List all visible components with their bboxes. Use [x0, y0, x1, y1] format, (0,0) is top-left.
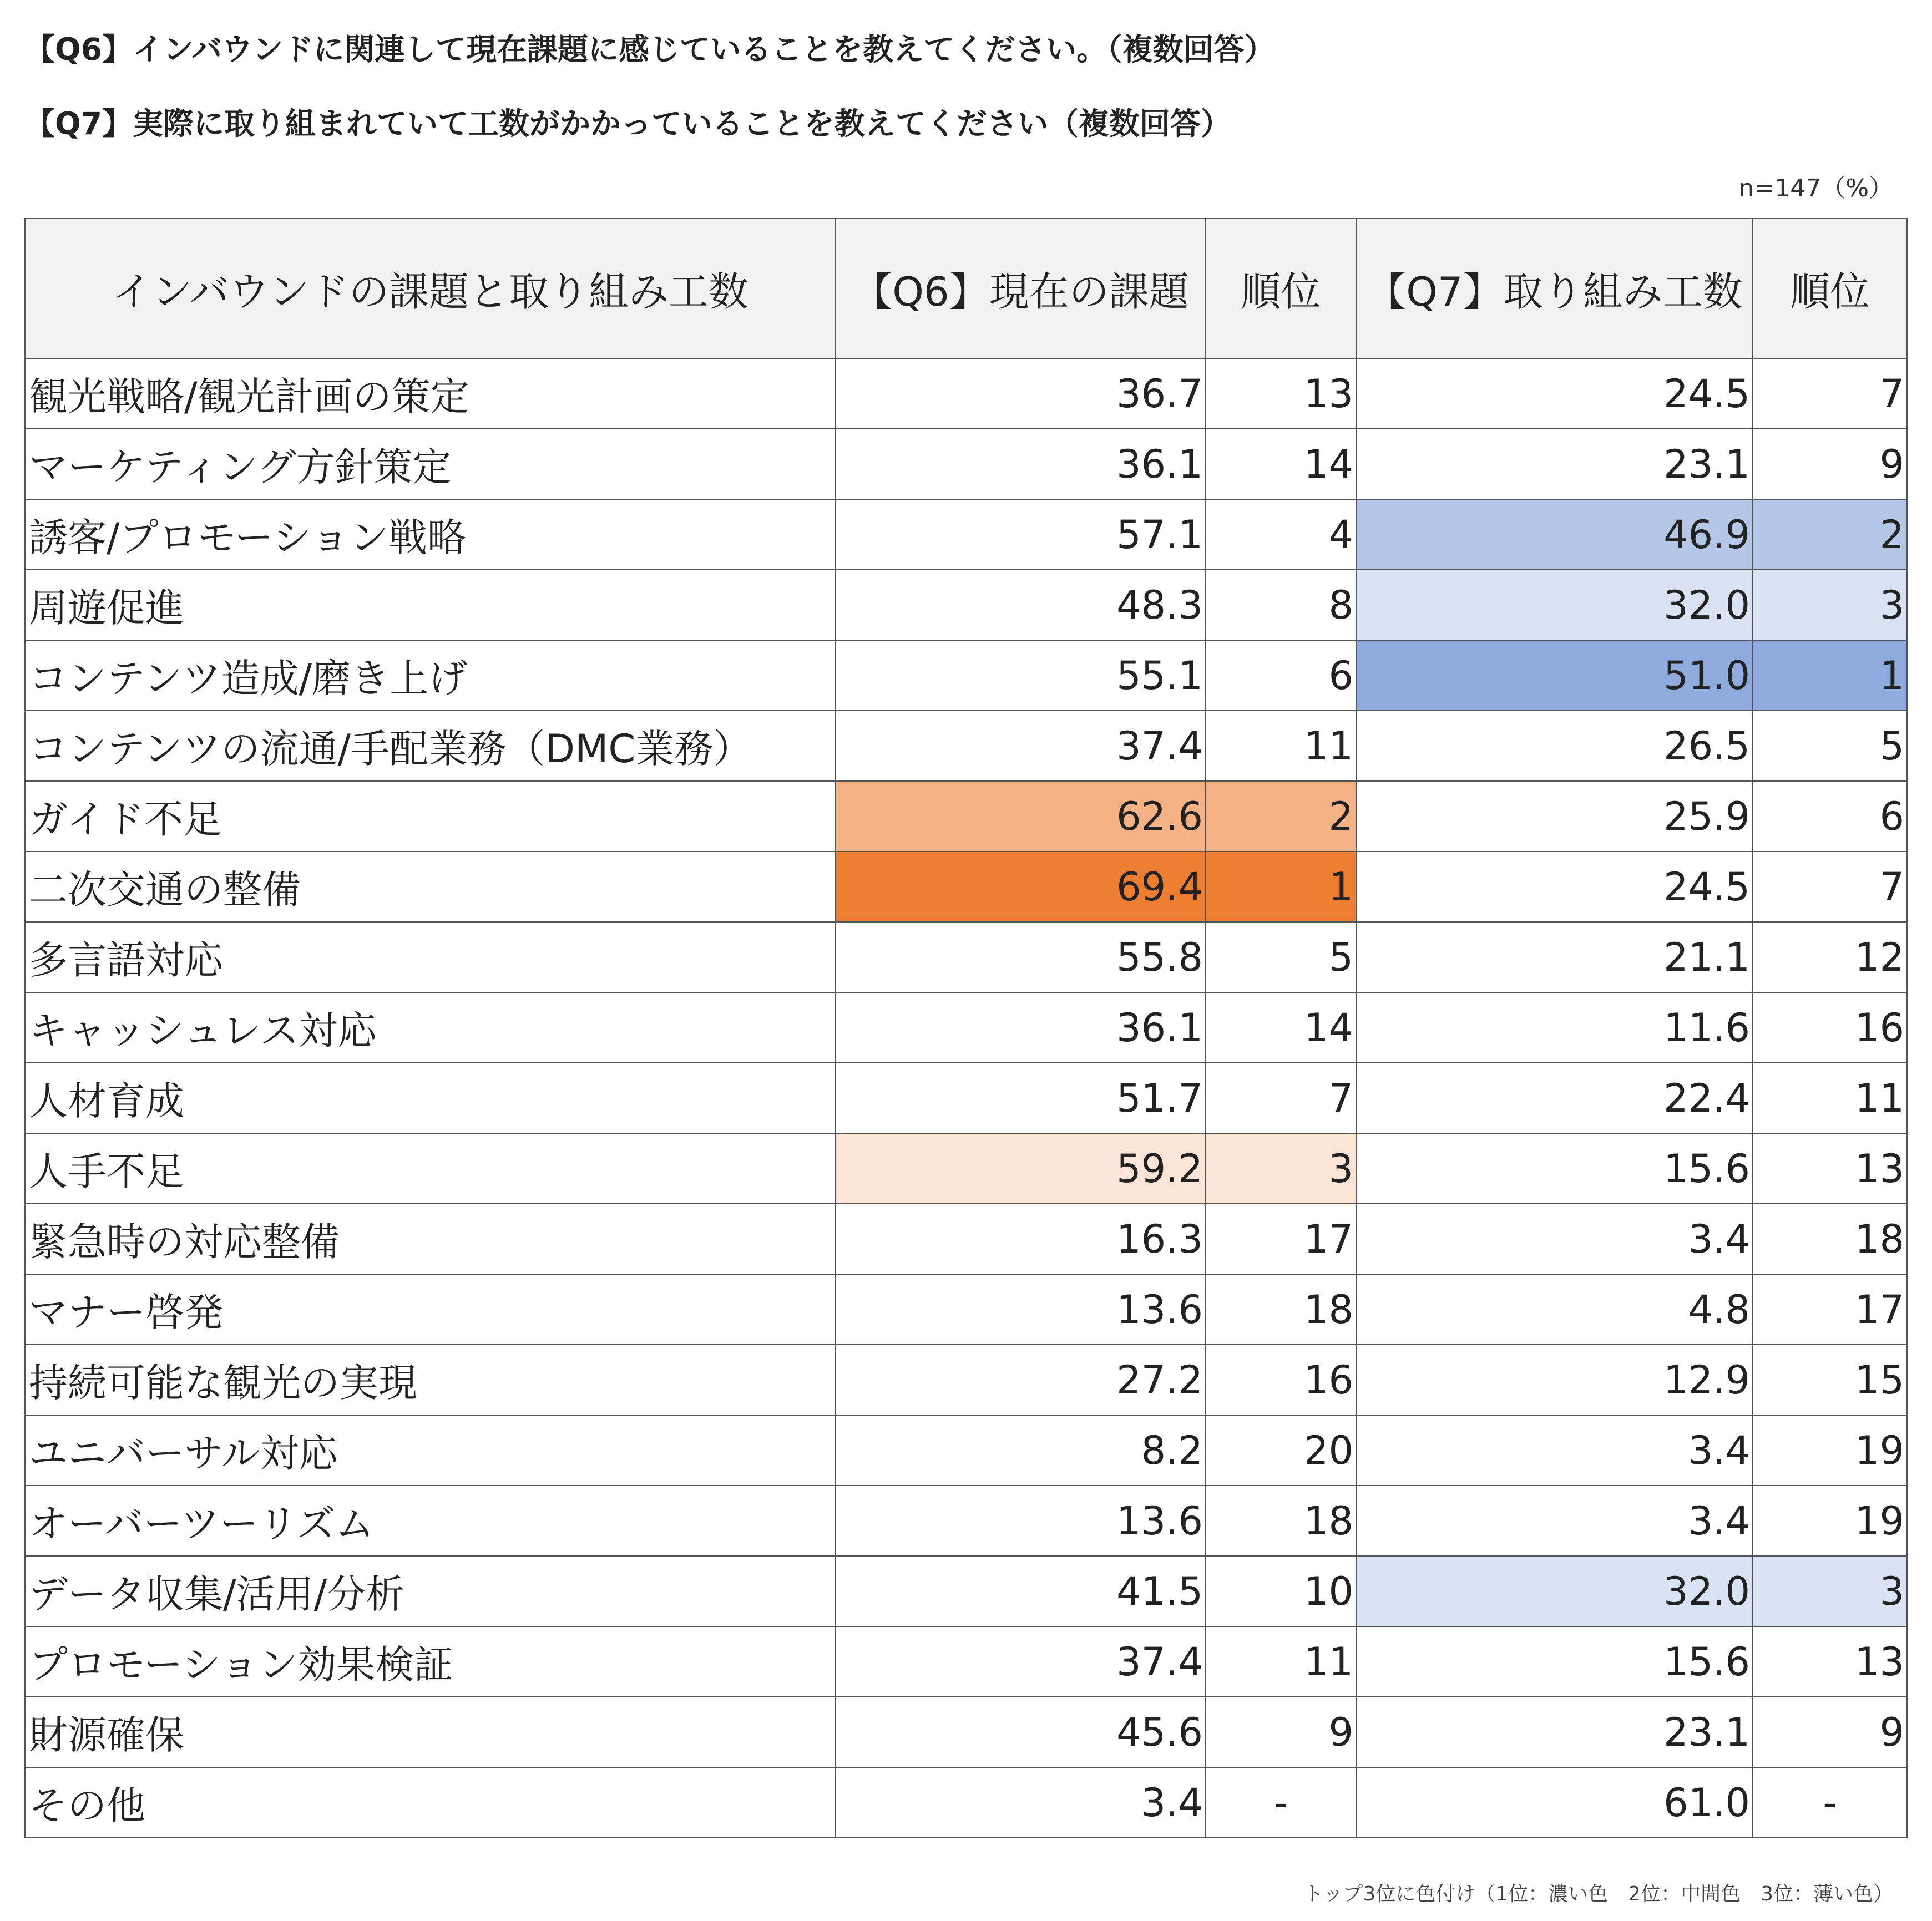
row-q7-value: 11.6	[1356, 992, 1753, 1063]
q6-question-title: 【Q6】インバウンドに関連して現在課題に感じていることを教えてください。（複数回答）	[24, 32, 1275, 67]
row-item-label: 多言語対応	[25, 922, 836, 992]
row-q6-value: 3.4	[836, 1767, 1206, 1838]
table-row	[25, 358, 1907, 429]
row-item-label: マナー啓発	[25, 1274, 836, 1345]
row-q7-value: 3.4	[1356, 1204, 1753, 1274]
sample-size-note: n=147（%）	[1738, 174, 1893, 202]
table-body	[25, 358, 1907, 1838]
row-q6-value: 27.2	[836, 1345, 1206, 1415]
row-q7-value: 22.4	[1356, 1063, 1753, 1133]
row-q7-value: 3.4	[1356, 1486, 1753, 1556]
row-q6-value: 36.1	[836, 429, 1206, 499]
row-item-label: 緊急時の対応整備	[25, 1204, 836, 1274]
row-q7-value: 15.6	[1356, 1133, 1753, 1204]
row-q6-value: 57.1	[836, 499, 1206, 570]
row-item-label: 誘客/プロモーション戦略	[25, 499, 836, 570]
row-q6-rank: 18	[1206, 1274, 1356, 1345]
row-q7-rank: 12	[1753, 922, 1907, 992]
row-q7-rank: 7	[1753, 358, 1907, 429]
table-row	[25, 429, 1907, 499]
row-q6-value: 69.4	[836, 851, 1206, 922]
row-q7-rank: 2	[1753, 499, 1907, 570]
row-q7-value: 24.5	[1356, 851, 1753, 922]
table-row	[25, 1415, 1907, 1486]
row-q7-value: 61.0	[1356, 1767, 1753, 1838]
row-q7-rank: 9	[1753, 429, 1907, 499]
row-q6-value: 45.6	[836, 1697, 1206, 1767]
table-row	[25, 640, 1907, 711]
row-q6-rank: 6	[1206, 640, 1356, 711]
row-item-label: マーケティング方針策定	[25, 429, 836, 499]
results-table	[24, 218, 1908, 1838]
row-q7-rank: 15	[1753, 1345, 1907, 1415]
row-q7-rank: 18	[1753, 1204, 1907, 1274]
row-q6-rank: 1	[1206, 851, 1356, 922]
row-q7-value: 32.0	[1356, 570, 1753, 640]
table-row	[25, 1063, 1907, 1133]
row-q7-value: 46.9	[1356, 499, 1753, 570]
row-q7-value: 51.0	[1356, 640, 1753, 711]
row-q6-value: 55.8	[836, 922, 1206, 992]
header-q7-rank: 順位	[1753, 219, 1907, 358]
row-q7-rank: 11	[1753, 1063, 1907, 1133]
table-row	[25, 1626, 1907, 1697]
table-header-row	[25, 219, 1907, 358]
row-item-label: ガイド不足	[25, 781, 836, 851]
row-q7-value: 12.9	[1356, 1345, 1753, 1415]
row-item-label: その他	[25, 1767, 836, 1838]
row-q6-rank: 16	[1206, 1345, 1356, 1415]
row-q7-value: 25.9	[1356, 781, 1753, 851]
row-q6-rank: 8	[1206, 570, 1356, 640]
row-item-label: コンテンツの流通/手配業務（DMC業務）	[25, 711, 836, 781]
row-q7-rank: 6	[1753, 781, 1907, 851]
row-q6-rank: 4	[1206, 499, 1356, 570]
table-row	[25, 1556, 1907, 1626]
row-q7-rank: 19	[1753, 1486, 1907, 1556]
row-q6-value: 36.1	[836, 992, 1206, 1063]
row-q6-value: 37.4	[836, 711, 1206, 781]
row-q6-rank: 14	[1206, 992, 1356, 1063]
row-item-label: ユニバーサル対応	[25, 1415, 836, 1486]
row-q7-rank: 17	[1753, 1274, 1907, 1345]
row-q6-value: 36.7	[836, 358, 1206, 429]
row-q7-value: 23.1	[1356, 429, 1753, 499]
table-row	[25, 1345, 1907, 1415]
row-q7-rank: 13	[1753, 1626, 1907, 1697]
row-q7-rank: 3	[1753, 570, 1907, 640]
row-q7-value: 15.6	[1356, 1626, 1753, 1697]
row-q6-value: 62.6	[836, 781, 1206, 851]
row-q7-value: 21.1	[1356, 922, 1753, 992]
row-q7-rank: 19	[1753, 1415, 1907, 1486]
row-q7-rank: -	[1753, 1767, 1907, 1838]
row-q6-value: 16.3	[836, 1204, 1206, 1274]
row-q7-value: 24.5	[1356, 358, 1753, 429]
table-row	[25, 922, 1907, 992]
row-q6-value: 51.7	[836, 1063, 1206, 1133]
row-q6-rank: 17	[1206, 1204, 1356, 1274]
row-q6-rank: 7	[1206, 1063, 1356, 1133]
table-row	[25, 1697, 1907, 1767]
row-q6-rank: -	[1206, 1767, 1356, 1838]
row-item-label: 周遊促進	[25, 570, 836, 640]
row-q6-value: 13.6	[836, 1274, 1206, 1345]
header-q6-rank: 順位	[1206, 219, 1356, 358]
footnote: トップ3位に色付け（1位：濃い色 2位：中間色 3位：薄い色）	[1303, 1883, 1893, 1905]
table-row	[25, 781, 1907, 851]
row-item-label: 人手不足	[25, 1133, 836, 1204]
header-q6-current-issue: 【Q6】現在の課題	[836, 219, 1206, 358]
table-row	[25, 1486, 1907, 1556]
row-q6-value: 59.2	[836, 1133, 1206, 1204]
row-item-label: コンテンツ造成/磨き上げ	[25, 640, 836, 711]
table-row	[25, 1204, 1907, 1274]
row-q6-rank: 3	[1206, 1133, 1356, 1204]
row-q7-value: 23.1	[1356, 1697, 1753, 1767]
row-q6-value: 48.3	[836, 570, 1206, 640]
row-q7-value: 3.4	[1356, 1415, 1753, 1486]
row-q7-rank: 13	[1753, 1133, 1907, 1204]
table-row	[25, 499, 1907, 570]
row-item-label: プロモーション効果検証	[25, 1626, 836, 1697]
row-q6-rank: 2	[1206, 781, 1356, 851]
row-q7-rank: 9	[1753, 1697, 1907, 1767]
row-q7-rank: 7	[1753, 851, 1907, 922]
row-q6-rank: 13	[1206, 358, 1356, 429]
row-q6-rank: 9	[1206, 1697, 1356, 1767]
row-q6-value: 13.6	[836, 1486, 1206, 1556]
row-item-label: 財源確保	[25, 1697, 836, 1767]
header-q7-workload: 【Q7】取り組み工数	[1356, 219, 1753, 358]
row-q7-rank: 5	[1753, 711, 1907, 781]
row-q7-rank: 16	[1753, 992, 1907, 1063]
table-row	[25, 992, 1907, 1063]
row-q6-rank: 18	[1206, 1486, 1356, 1556]
row-q6-value: 55.1	[836, 640, 1206, 711]
table-row	[25, 1767, 1907, 1838]
row-q6-rank: 20	[1206, 1415, 1356, 1486]
row-q6-value: 8.2	[836, 1415, 1206, 1486]
row-item-label: データ収集/活用/分析	[25, 1556, 836, 1626]
table-row	[25, 570, 1907, 640]
table-row	[25, 711, 1907, 781]
row-q6-value: 41.5	[836, 1556, 1206, 1626]
row-q7-value: 26.5	[1356, 711, 1753, 781]
row-item-label: 観光戦略/観光計画の策定	[25, 358, 836, 429]
row-q7-rank: 1	[1753, 640, 1907, 711]
row-q6-rank: 5	[1206, 922, 1356, 992]
row-item-label: 人材育成	[25, 1063, 836, 1133]
row-item-label: キャッシュレス対応	[25, 992, 836, 1063]
row-q7-value: 32.0	[1356, 1556, 1753, 1626]
row-item-label: オーバーツーリズム	[25, 1486, 836, 1556]
table-row	[25, 1133, 1907, 1204]
row-q6-rank: 14	[1206, 429, 1356, 499]
row-q7-rank: 3	[1753, 1556, 1907, 1626]
table-row	[25, 1274, 1907, 1345]
row-q6-rank: 11	[1206, 1626, 1356, 1697]
header-item: インバウンドの課題と取り組み工数	[25, 219, 836, 358]
row-item-label: 二次交通の整備	[25, 851, 836, 922]
row-q6-rank: 10	[1206, 1556, 1356, 1626]
row-q6-rank: 11	[1206, 711, 1356, 781]
q7-question-title: 【Q7】実際に取り組まれていて工数がかかっていることを教えてください（複数回答）	[24, 106, 1232, 141]
table-row	[25, 851, 1907, 922]
row-item-label: 持続可能な観光の実現	[25, 1345, 836, 1415]
row-q7-value: 4.8	[1356, 1274, 1753, 1345]
row-q6-value: 37.4	[836, 1626, 1206, 1697]
